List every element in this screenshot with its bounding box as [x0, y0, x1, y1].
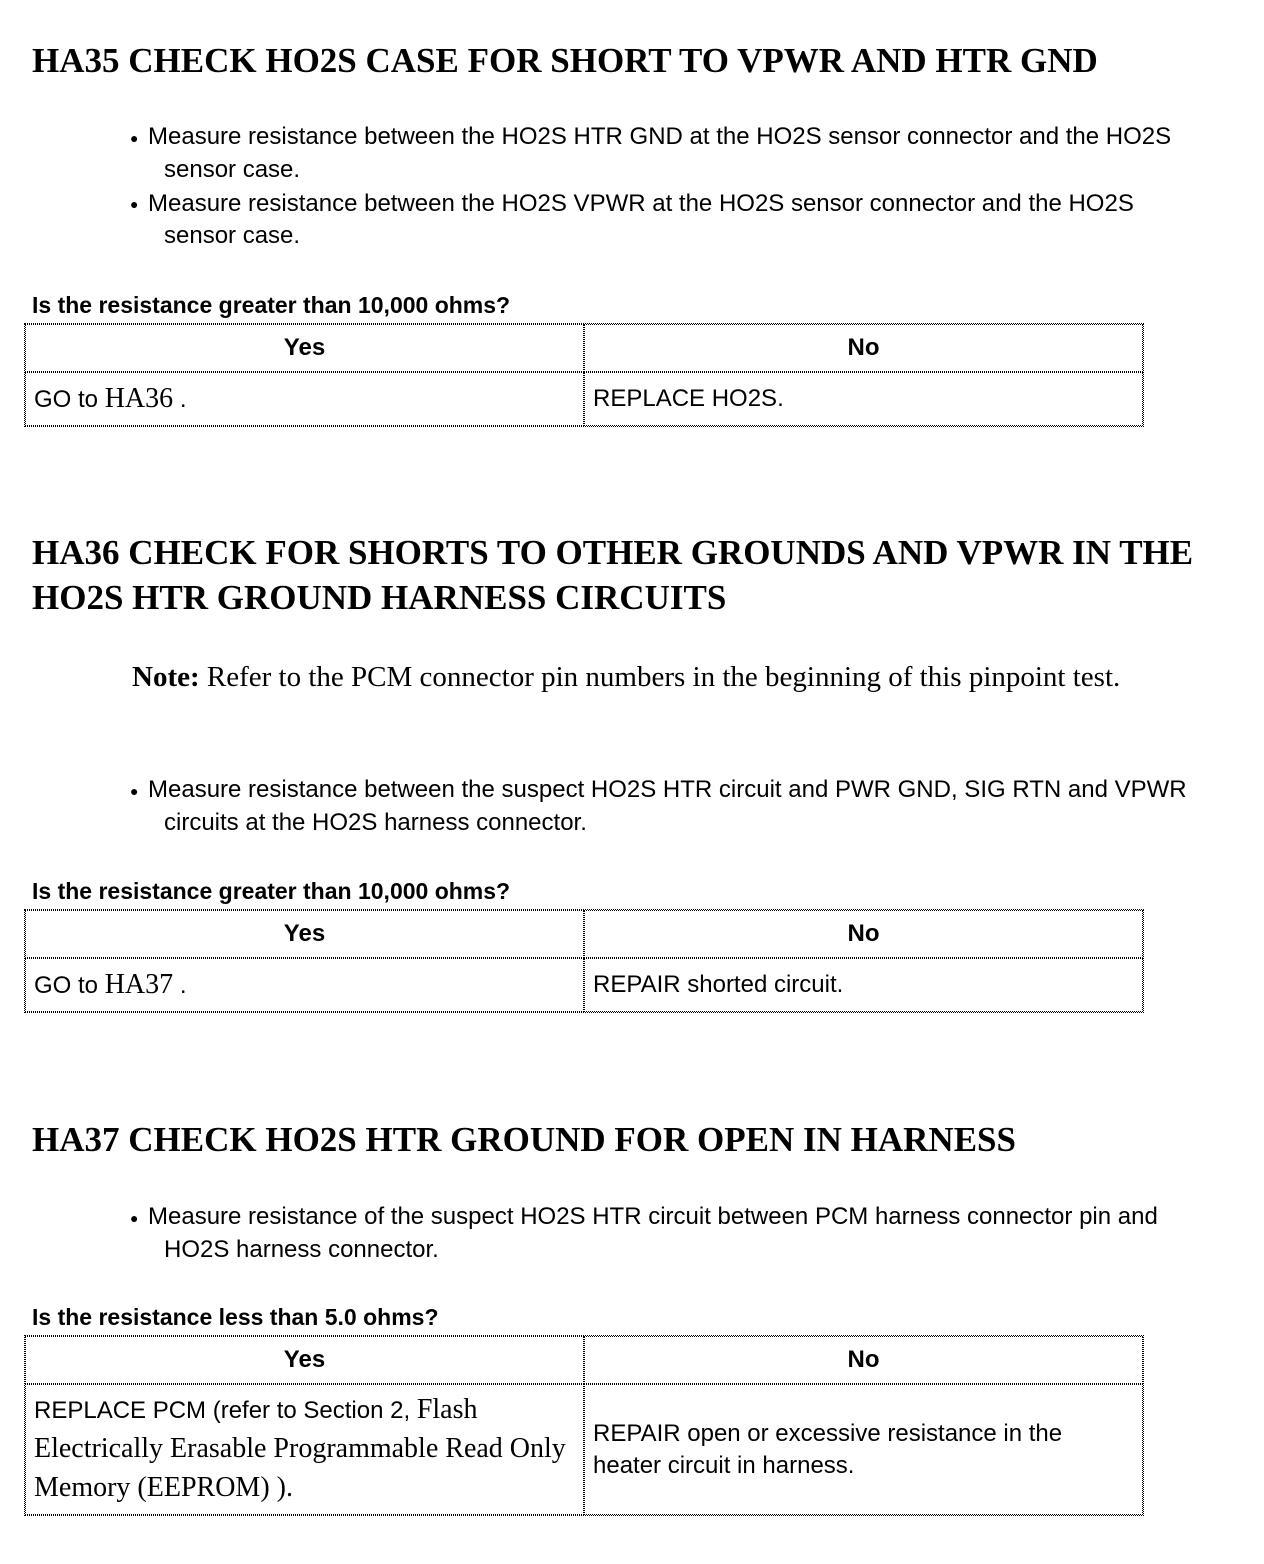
note-text: Refer to the PCM connector pin numbers in the beginning of this pinpoint test. [199, 661, 1121, 693]
no-header: No [584, 324, 1143, 372]
note-label: Note: [132, 661, 200, 693]
instruction-list [112, 1201, 1212, 1268]
instruction-item [112, 1201, 1212, 1266]
bullet-icon: ● [130, 129, 139, 146]
goto-link[interactable]: HA36 [104, 383, 174, 414]
yes-cell [25, 1384, 584, 1515]
eeprom-link[interactable]: Flash Electrically Erasable Programmable Read Only Memory (EEPROM) [34, 1394, 566, 1503]
bullet-icon: ● [130, 1209, 139, 1226]
question: Is the resistance less than 5.0 ohms? [32, 1304, 439, 1330]
no-cell: REPAIR shorted circuit. [584, 958, 1143, 1012]
yes-text: REPLACE PCM (refer to Section 2, [34, 1397, 411, 1424]
step-heading-ha36: HA36 CHECK FOR SHORTS TO OTHER GROUNDS AND VPWR IN THE HO2S HTR GROUND HARNESS CIRCUITS [32, 533, 1194, 617]
result-table [24, 1335, 1144, 1516]
instruction-list [112, 774, 1212, 841]
instruction-item [112, 121, 1212, 186]
bullet-icon: ● [130, 196, 139, 213]
question: Is the resistance greater than 10,000 ohms? [32, 292, 511, 318]
note [132, 658, 1212, 696]
goto-link[interactable]: HA37 [104, 969, 174, 1000]
yes-suffix: . [173, 386, 187, 413]
question: Is the resistance greater than 10,000 ohms? [32, 878, 511, 904]
step-heading-ha35: HA35 CHECK HO2S CASE FOR SHORT TO VPWR AND HTR GND [32, 41, 1098, 80]
bullet-icon: ● [130, 782, 139, 799]
instruction-item [112, 774, 1212, 839]
instruction-text: Measure resistance between the HO2S HTR GND at the HO2S sensor connector and the HO2S sensor case. [148, 123, 1172, 183]
instruction-text: Measure resistance between the HO2S VPWR at the HO2S sensor connector and the HO2S sensor case. [148, 189, 1134, 250]
no-cell: REPLACE HO2S. [584, 372, 1143, 426]
no-header: No [584, 1336, 1143, 1384]
yes-text: GO to [34, 386, 99, 413]
instruction-text: Measure resistance between the suspect HO2S HTR circuit and PWR GND, SIG RTN and VPWR circuits at the HO2S harness connector. [148, 776, 1187, 836]
result-table [24, 323, 1144, 427]
step-heading-ha37: HA37 CHECK HO2S HTR GROUND FOR OPEN IN HARNESS [32, 1120, 1016, 1159]
no-header: No [584, 910, 1143, 958]
yes-header: Yes [25, 910, 584, 958]
no-cell: REPAIR open or excessive resistance in the heater circuit in harness. [584, 1384, 1143, 1515]
instruction-list [112, 121, 1212, 254]
instruction-item [112, 188, 1212, 253]
yes-suffix: . [173, 972, 187, 999]
result-table [24, 909, 1144, 1013]
yes-cell [25, 958, 584, 1012]
yes-text: GO to [34, 972, 99, 999]
yes-header: Yes [25, 1336, 584, 1384]
yes-cell [25, 372, 584, 426]
yes-suffix: ). [269, 1472, 293, 1503]
yes-header: Yes [25, 324, 584, 372]
instruction-text: Measure resistance of the suspect HO2S HTR circuit between PCM harness connector pin and HO2S harness connector. [148, 1203, 1158, 1263]
